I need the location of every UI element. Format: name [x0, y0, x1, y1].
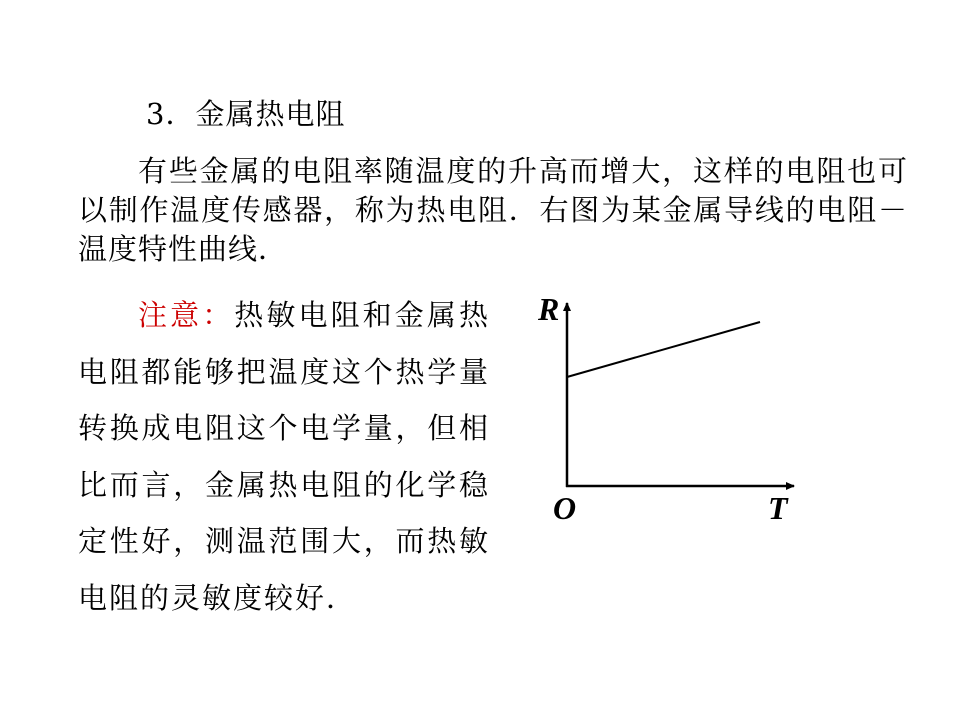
origin-label: O: [553, 490, 577, 526]
note-block: [78, 287, 490, 626]
x-axis-label: T: [768, 490, 788, 526]
resistance-curve: [567, 322, 760, 377]
section-heading: 3．金属热电阻: [146, 97, 346, 131]
y-axis-label: R: [538, 291, 560, 327]
intro-paragraph: 有些金属的电阻率随温度的升高而增大，这样的电阻也可以制作温度传感器，称为热电阻．右图为某金属导线的电阻－温度特性曲线．: [78, 154, 908, 266]
note-body: 热敏电阻和金属热电阻都能够把温度这个热学量转换成电阻这个电学量，但相比而言，金属热电阻的化学稳定性好，测温范围大，而热敏电阻的灵敏度较好．: [78, 298, 490, 615]
note-label: 注意：: [138, 298, 235, 332]
resistance-temperature-graph: [520, 270, 810, 530]
